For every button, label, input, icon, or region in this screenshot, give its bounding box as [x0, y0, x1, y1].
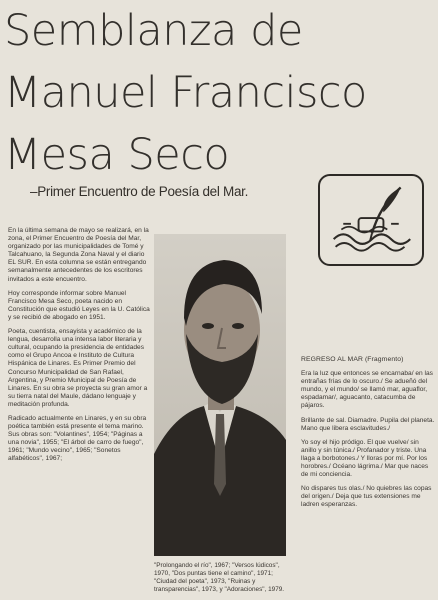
poem-stanza: Brillante de sal. Diamadre. Pupila del planeta. Mano que libera esclavitudes./	[301, 416, 435, 432]
poem-stanza: No dispares tus olas./ No quiebres las copas del origen./ Deja que tus extensiones me ladren esperanzas.	[301, 485, 432, 509]
title-line-2: Manuel Francisco	[4, 68, 367, 118]
article-paragraph: Poeta, cuentista, ensayista y académico de la lengua, desarrolla una intensa labor literaria y cultural, ocupando la presidencia de entidades como el Grupo Ancoa e Instituto de Cultura Hispánica de Linares. Es Primer Premio del Concurso Municipalidad de San Rafael, Argentina, y Premio Municipal de Poesía de Linares. En su obra se proyecta su gran amor a su tierra natal del Maule, dádano lenguaje y meditación profunda.	[8, 328, 148, 408]
poem-title: REGRESO AL MAR (Fragmento)	[301, 356, 404, 363]
author-photo	[154, 234, 286, 556]
photo-caption: "Prolongando el río", 1967; "Versos lúdicos", 1970, "Dos puntas tiene el camino", 1971; "Ciudad del poeta", 1973, "Ruinas y transparencias", 1973, y "Adoraciones", 1979.	[154, 562, 285, 593]
title-line-3: Mesa Seco	[4, 130, 230, 180]
poem-stanza: Era la luz que entonces se encarnaba/ en las entrañas frías de lo oscuro./ Se adueñó del mundo, y el mundo/ se llamó mar, aguaflor, espadamar/, aguacanto, catacumba de pájaros.	[301, 370, 433, 410]
quill-inkwell-icon	[320, 176, 422, 264]
poem-stanza: Yo soy el hijo pródigo. El que vuelve/ sin anillo y sin túnica./ Profanador y triste. Una llaga a borbotones./ Y lloras por mí. Por los horobres./ Océano lágrima./ Mar que naces de mi conciencia.	[301, 438, 429, 479]
article-paragraph: Radicado actualmente en Linares, y en su obra poética también está presente el tema marino. Sus obras son: "Volantines", 1954; "Páginas a una novia", 1955; "El árbol de carro de fuego", 1961; "Mundo vecino", 1965; "Sonetos alfabéticos", 1967;	[8, 414, 147, 463]
subtitle: –Primer Encuentro de Poesía del Mar.	[30, 184, 249, 199]
article-paragraph: Hoy corresponde informar sobre Manuel Francisco Mesa Seco, poeta nacido en Constitución que estudió Leyes en la U. Católica y se recibió de abogado en 1951.	[8, 289, 150, 321]
article-body	[8, 227, 151, 470]
quill-inkwell-logo	[318, 174, 424, 266]
title-line-1: Semblanza de	[4, 6, 303, 56]
article-paragraph: En la última semana de mayo se realizará, en la zona, el Primer Encuentro de Poesía del Mar, organizado por las municipalidades de Tomé y Talcahuano, la Segunda Zona Naval y el diario EL SUR. En esta columna se están entregando semanalmente antecedentes de los escritores invitados a este encuentro.	[8, 227, 149, 283]
poem	[301, 356, 435, 516]
